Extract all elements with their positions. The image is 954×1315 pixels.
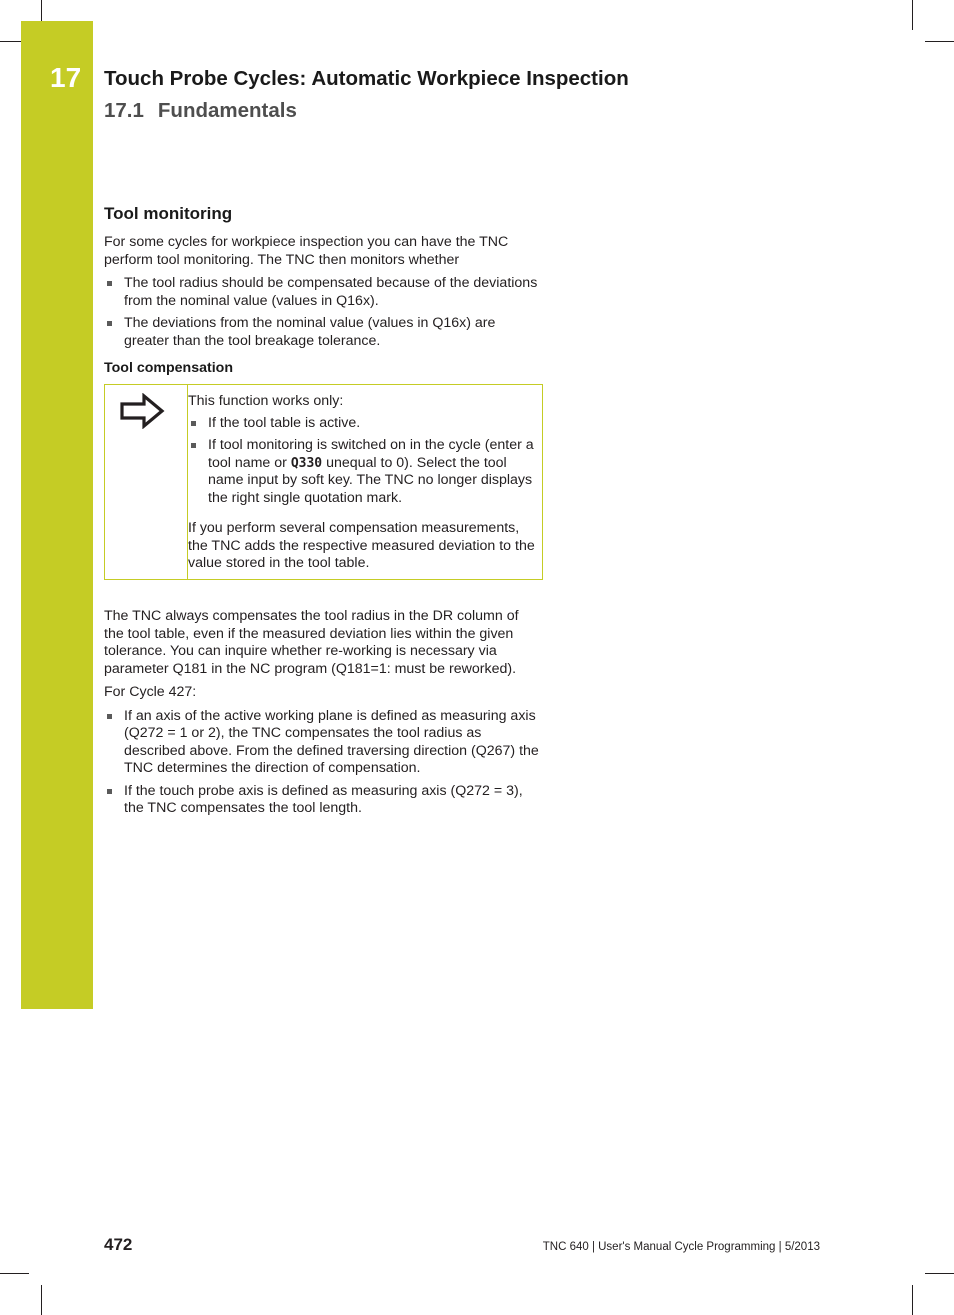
tool-monitoring-list [104, 275, 542, 350]
list-item: The tool radius should be compensated because of the deviations from the nominal value (values in Q16x). [104, 275, 542, 310]
chapter-sidebar-bar [21, 21, 93, 1009]
compensation-paragraph: The TNC always compensates the tool radius in the DR column of the tool table, even if the measured deviation lies within the given tolerance. You can inquire whether re-working is necessary via parameter Q181 in the NC program (Q181=1: must be reworked). [104, 608, 519, 677]
list-item: If the touch probe axis is defined as measuring axis (Q272 = 3), the TNC compensates the tool length. [104, 783, 542, 818]
note-text: If tool monitoring is switched on in the cycle (enter a tool name or [208, 437, 534, 471]
note-paragraph: If you perform several compensation measurements, the TNC adds the respective measured deviation to the value stored in the tool table. [188, 520, 535, 571]
list-item [188, 437, 540, 507]
tool-monitoring-intro: For some cycles for workpiece inspection you can have the TNC perform tool monitoring. The TNC then monitors whether [104, 234, 509, 268]
parameter-code: Q330 [290, 455, 323, 471]
crop-mark [912, 1285, 913, 1315]
cycle-label: For Cycle 427: [104, 684, 197, 700]
section-name: Fundamentals [157, 99, 297, 122]
note-body [188, 393, 540, 577]
note-box [104, 384, 543, 580]
note-icon-cell [105, 385, 188, 579]
note-list [188, 415, 540, 508]
crop-mark [0, 1273, 29, 1274]
cycle-list [104, 708, 542, 818]
crop-mark [0, 41, 21, 42]
main-content [104, 204, 542, 823]
crop-mark [912, 0, 913, 30]
footer-text: TNC 640 | User's Manual Cycle Programming | 5/2013 [542, 1241, 820, 1253]
crop-mark [925, 41, 954, 42]
list-item: If an axis of the active working plane is defined as measuring axis (Q272 = 1 or 2), the TNC compensates the tool radius as described above. From the defined traversing direction (Q267) the TNC determines the direction of compensation. [104, 708, 542, 778]
crop-mark [41, 1285, 42, 1315]
tool-monitoring-heading: Tool monitoring [104, 204, 233, 223]
chapter-number: 17 [50, 62, 82, 93]
arrow-right-icon [119, 393, 165, 429]
chapter-title: Touch Probe Cycles: Automatic Workpiece Inspection [104, 67, 629, 90]
crop-mark [925, 1273, 954, 1274]
note-intro: This function works only: [188, 393, 344, 409]
list-item: If the tool table is active. [188, 415, 540, 433]
crop-mark [41, 0, 42, 21]
section-number: 17.1 [104, 99, 144, 122]
list-item: The deviations from the nominal value (values in Q16x) are greater than the tool breakage tolerance. [104, 315, 542, 350]
note-text: unequal to 0). Select the tool name input by soft key. The TNC no longer displays the right single quotation mark. [208, 454, 533, 506]
tool-compensation-heading: Tool compensation [104, 360, 234, 376]
section-title [104, 99, 297, 123]
page-number: 472 [104, 1235, 133, 1254]
